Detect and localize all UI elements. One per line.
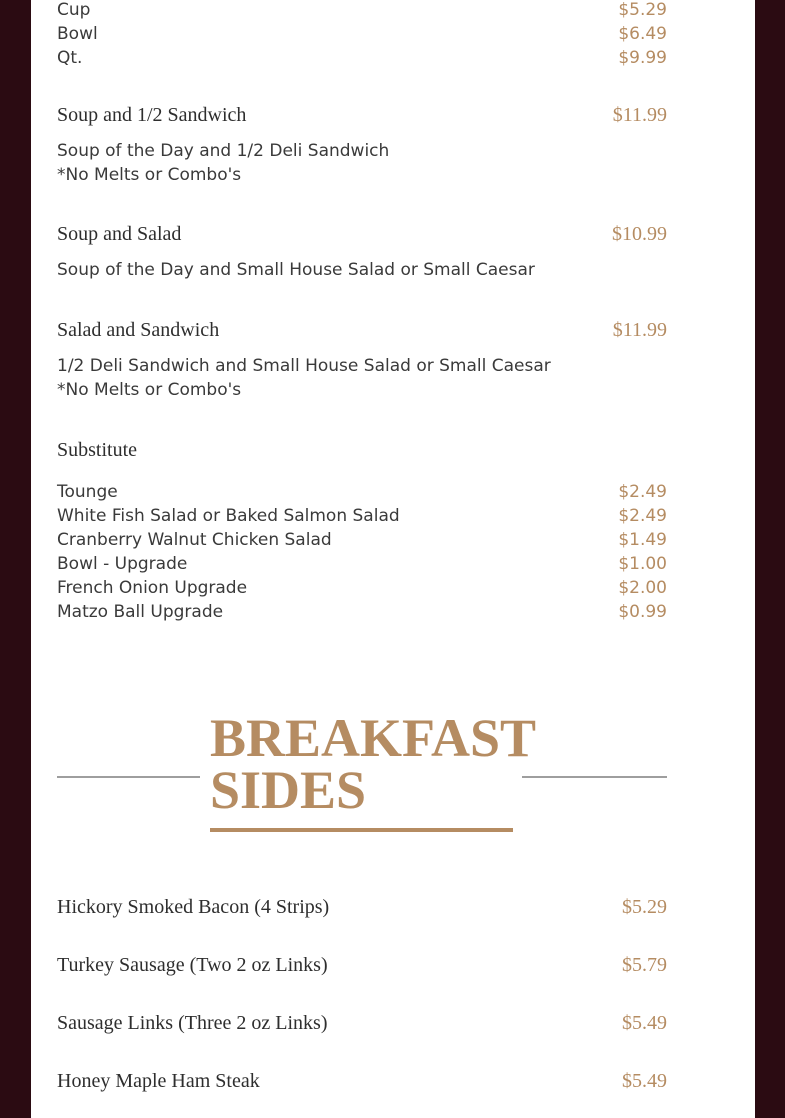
item-label: Qt. bbox=[57, 48, 83, 68]
list-item bbox=[57, 504, 667, 528]
description-note: *No Melts or Combo's bbox=[57, 165, 242, 185]
heading-line: SIDES bbox=[210, 760, 367, 820]
item-price: $5.29 bbox=[618, 0, 667, 20]
item-price: $0.99 bbox=[618, 602, 667, 622]
menu-item-soup-salad bbox=[57, 223, 667, 282]
item-label: White Fish Salad or Baked Salmon Salad bbox=[57, 506, 400, 526]
item-title: Salad and Sandwich bbox=[57, 319, 220, 341]
section-title: Substitute bbox=[57, 439, 138, 461]
menu-item-salad-sandwich bbox=[57, 319, 667, 402]
list-item bbox=[57, 600, 667, 624]
item-label: Matzo Ball Upgrade bbox=[57, 602, 224, 622]
substitute-list bbox=[57, 480, 667, 624]
menu-item-soup-half-sandwich bbox=[57, 104, 667, 187]
item-description bbox=[57, 354, 667, 402]
description-line: 1/2 Deli Sandwich and Small House Salad or Small Caesar bbox=[57, 356, 551, 376]
description-note: *No Melts or Combo's bbox=[57, 380, 242, 400]
item-price: $11.99 bbox=[612, 104, 667, 126]
item-title: Hickory Smoked Bacon (4 Strips) bbox=[57, 896, 330, 918]
item-price: $9.99 bbox=[618, 48, 667, 68]
item-price: $2.49 bbox=[618, 482, 667, 502]
item-title: Honey Maple Ham Steak bbox=[57, 1070, 260, 1092]
divider-right bbox=[522, 776, 667, 778]
description-line: Soup of the Day and Small House Salad or Small Caesar bbox=[57, 260, 535, 280]
list-item bbox=[57, 528, 667, 552]
item-price: $5.79 bbox=[622, 954, 667, 976]
soup-size-list bbox=[57, 0, 667, 70]
list-item bbox=[57, 46, 667, 70]
item-title: Sausage Links (Three 2 oz Links) bbox=[57, 1012, 328, 1034]
list-item bbox=[57, 0, 667, 22]
item-price: $2.49 bbox=[618, 506, 667, 526]
item-title: Soup and Salad bbox=[57, 223, 182, 245]
description-line: Soup of the Day and 1/2 Deli Sandwich bbox=[57, 141, 390, 161]
item-price: $2.00 bbox=[618, 578, 667, 598]
item-price: $5.49 bbox=[622, 1012, 667, 1034]
item-label: Bowl - Upgrade bbox=[57, 554, 188, 574]
breakfast-sides-header bbox=[57, 708, 667, 836]
heading-line: BREAKFAST bbox=[210, 708, 537, 768]
list-item bbox=[57, 552, 667, 576]
item-price: $11.99 bbox=[612, 319, 667, 341]
item-label: Cranberry Walnut Chicken Salad bbox=[57, 530, 332, 550]
item-title: Turkey Sausage (Two 2 oz Links) bbox=[57, 954, 328, 976]
list-item bbox=[57, 480, 667, 504]
list-item bbox=[57, 576, 667, 600]
list-item bbox=[57, 954, 667, 977]
item-label: Tounge bbox=[57, 482, 118, 502]
list-item bbox=[57, 1012, 667, 1035]
item-price: $10.99 bbox=[612, 223, 667, 245]
list-item bbox=[57, 1070, 667, 1093]
section-heading bbox=[210, 708, 537, 820]
item-price: $1.49 bbox=[618, 530, 667, 550]
item-description bbox=[57, 258, 667, 282]
divider-left bbox=[57, 776, 200, 778]
item-label: French Onion Upgrade bbox=[57, 578, 248, 598]
heading-underline bbox=[210, 828, 513, 832]
item-price: $6.49 bbox=[618, 24, 667, 44]
item-label: Bowl bbox=[57, 24, 98, 44]
item-description bbox=[57, 139, 667, 187]
list-item bbox=[57, 896, 667, 919]
item-price: $5.49 bbox=[622, 1070, 667, 1092]
item-title: Soup and 1/2 Sandwich bbox=[57, 104, 247, 126]
item-price: $5.29 bbox=[622, 896, 667, 918]
item-label: Cup bbox=[57, 0, 91, 20]
substitute-section bbox=[57, 439, 667, 624]
list-item bbox=[57, 22, 667, 46]
item-price: $1.00 bbox=[618, 554, 667, 574]
